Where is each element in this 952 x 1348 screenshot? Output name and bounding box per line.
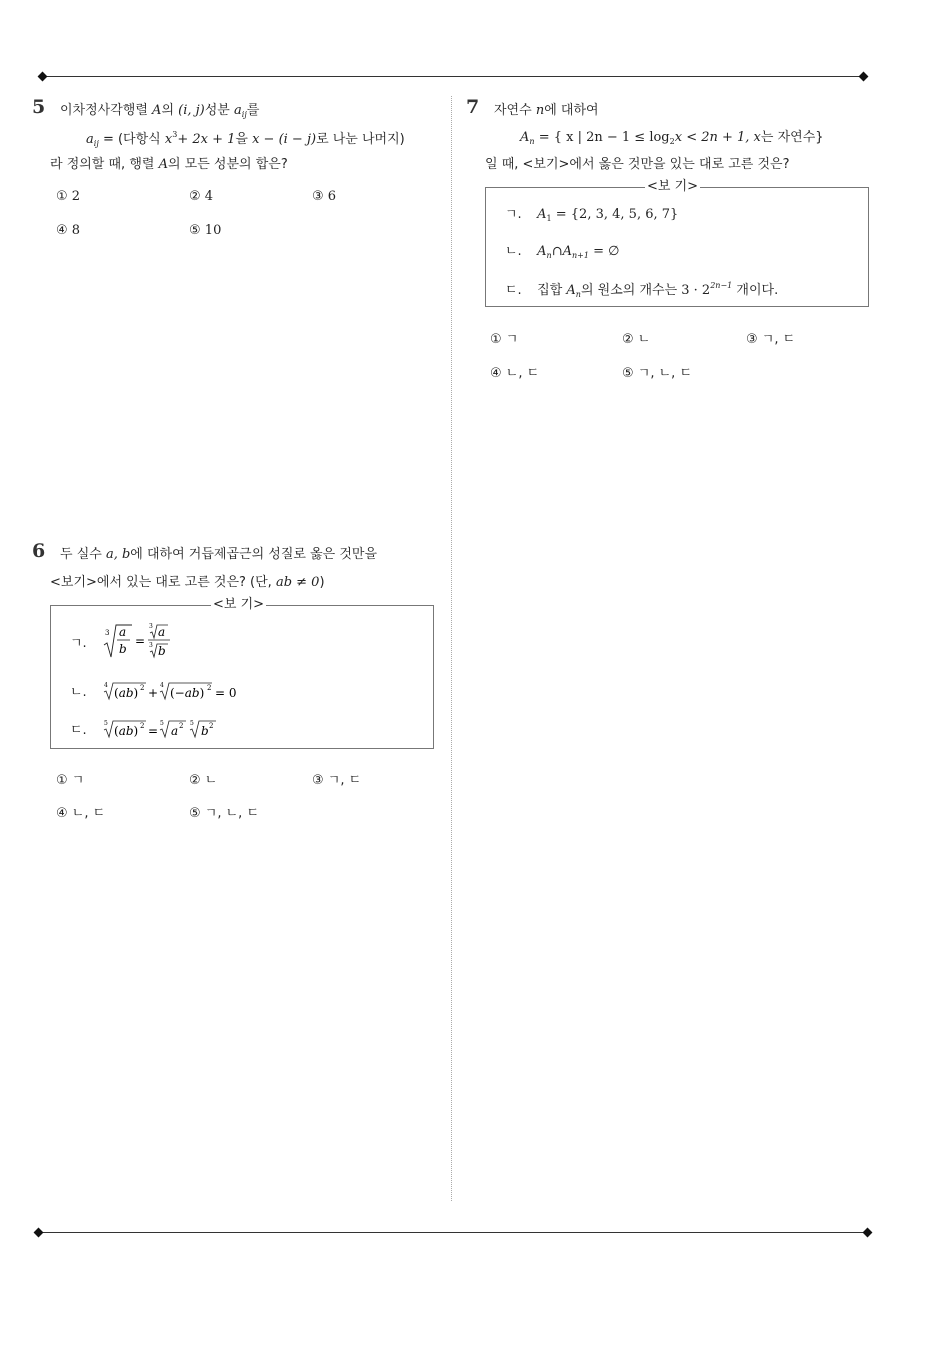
choice-4[interactable]: ④ ㄴ, ㄷ (490, 366, 540, 381)
svg-text:4: 4 (160, 682, 164, 689)
problem-7-set-definition: $A_n$ = { x | $2n - 1 \le \log_2x < 2n + 1$, x는 자연수} (520, 130, 824, 146)
svg-text:=: = (135, 634, 146, 648)
svg-text:= 0: = 0 (215, 686, 237, 700)
bogi-title: <보 기> (213, 597, 265, 612)
formula-product-of-roots (102, 716, 252, 740)
formula-root-of-fraction (102, 621, 182, 661)
bogi-item-1: ㄱ. $A_1 = \{2$, 3, 4, 5, 6, 7} (505, 207, 679, 223)
svg-text:3: 3 (105, 629, 110, 637)
top-rule-right-diamond (859, 72, 869, 82)
bogi-item-2: ㄴ. 4 (ab) 2 + 4 (−ab) 2 = 0 (70, 678, 252, 702)
choice-2[interactable]: ② ㄴ (622, 332, 651, 347)
svg-text:+: + (148, 686, 159, 700)
problem-7-line1: 자연수 n에 대하여 (494, 103, 599, 118)
svg-text:2: 2 (209, 722, 214, 730)
choice-5[interactable]: ⑤ ㄱ, ㄴ, ㄷ (189, 806, 260, 821)
choice-1[interactable]: ① ㄱ (490, 332, 519, 347)
svg-text:a: a (119, 625, 127, 639)
bogi-item-3: ㄷ. 집합 $A_n$의 원소의 개수는 $3 \cdot 2^{2n-1}$ 개이다. (505, 281, 779, 299)
svg-text:3: 3 (149, 642, 153, 649)
svg-text:5: 5 (190, 720, 194, 727)
top-rule-left-diamond (38, 72, 48, 82)
choice-4[interactable]: ④ ㄴ, ㄷ (56, 806, 106, 821)
problem-number: 5 (32, 96, 46, 118)
problem-6-line1: 두 실수 a, b에 대하여 거듭제곱근의 성질로 옳은 것만을 (60, 547, 378, 562)
bottom-rule-right-diamond (863, 1228, 873, 1238)
svg-text:(ab): (ab) (114, 724, 139, 738)
svg-text:2: 2 (207, 684, 212, 692)
svg-text:(ab): (ab) (114, 686, 139, 700)
problem-6-line2: <보기>에서 있는 대로 고른 것은? (단, ab ≠ 0) (50, 575, 325, 590)
column-divider (451, 96, 452, 1201)
svg-text:2: 2 (140, 684, 145, 692)
choice-5[interactable]: ⑤ ㄱ, ㄴ, ㄷ (622, 366, 693, 381)
svg-text:(−ab): (−ab) (170, 686, 205, 700)
svg-text:2: 2 (179, 722, 184, 730)
choice-3[interactable]: ③ ㄱ, ㄷ (312, 773, 362, 788)
bogi-item-1: ㄱ. 3 a b = 3 a 3 b (70, 621, 182, 661)
svg-text:2: 2 (140, 722, 145, 730)
problem-number: 6 (32, 540, 46, 562)
problem-7-line3: 일 때, <보기>에서 옳은 것만을 있는 대로 고른 것은? (485, 157, 790, 172)
svg-text:b: b (201, 724, 209, 738)
svg-text:4: 4 (104, 682, 108, 689)
choice-4[interactable]: ④ 8 (56, 223, 81, 238)
problem-5-line1: 이차정사각행렬 A의 (i, j)성분 $a_{ij}$를 (60, 103, 260, 119)
problem-5-line2: $a_{ij}$ = (다항식 $x^3+ 2x + 1$을 x − (i − j)로 나눈 나머지) (86, 130, 405, 148)
top-rule (42, 76, 864, 77)
svg-text:b: b (158, 644, 166, 658)
problem-5-line3: 라 정의할 때, 행렬 A의 모든 성분의 합은? (50, 157, 288, 172)
svg-text:=: = (148, 724, 159, 738)
bottom-rule (38, 1232, 868, 1233)
choice-1[interactable]: ① ㄱ (56, 773, 85, 788)
choice-3[interactable]: ③ 6 (312, 189, 337, 204)
choice-5[interactable]: ⑤ 10 (189, 223, 222, 238)
svg-text:3: 3 (149, 623, 153, 630)
bottom-rule-left-diamond (34, 1228, 44, 1238)
svg-text:a: a (171, 724, 179, 738)
svg-text:b: b (119, 642, 127, 656)
svg-text:5: 5 (160, 720, 164, 727)
formula-sum-of-roots (102, 678, 252, 702)
problem-number: 7 (466, 96, 480, 118)
choice-2[interactable]: ② 4 (189, 189, 214, 204)
bogi-item-3: ㄷ. 5 (ab) 2 = 5 a 2 5 b 2 (70, 716, 252, 740)
svg-text:a: a (158, 625, 166, 639)
choice-2[interactable]: ② ㄴ (189, 773, 218, 788)
svg-text:5: 5 (104, 720, 108, 727)
choice-3[interactable]: ③ ㄱ, ㄷ (746, 332, 796, 347)
bogi-item-2: ㄴ. $A_n\cap A_{n+1}$ = ∅ (505, 244, 620, 260)
choice-1[interactable]: ① 2 (56, 189, 81, 204)
bogi-title: <보 기> (647, 179, 699, 194)
